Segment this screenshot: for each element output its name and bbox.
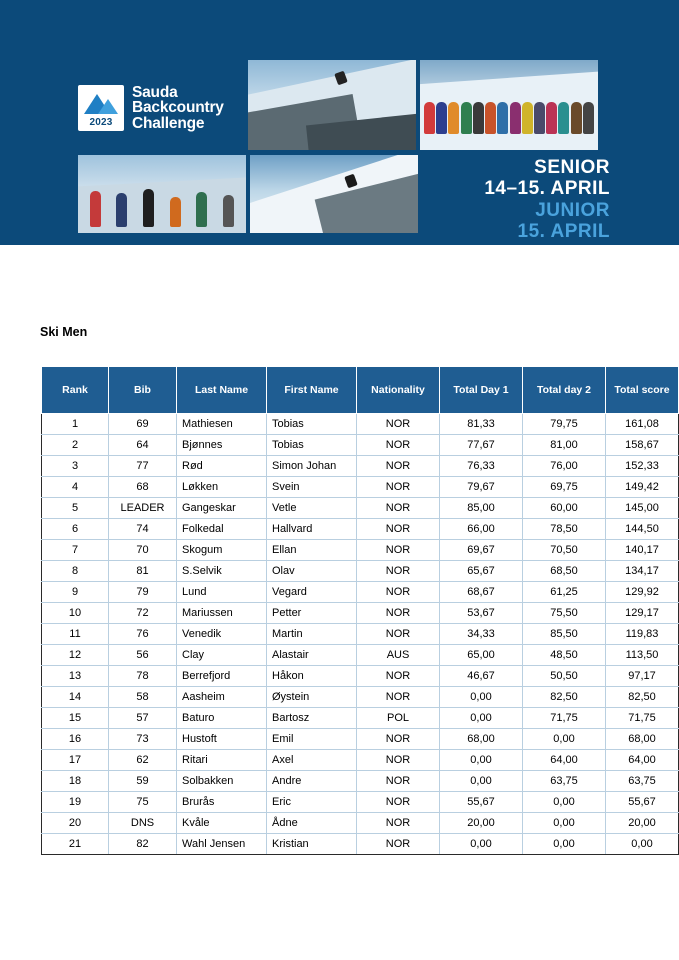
cell-total-score: 158,67: [606, 435, 679, 456]
cell-nationality: NOR: [357, 624, 440, 645]
cell-nationality: POL: [357, 708, 440, 729]
cell-rank: 1: [42, 414, 109, 435]
cell-bib: 76: [109, 624, 177, 645]
cell-total-score: 144,50: [606, 519, 679, 540]
cell-nationality: NOR: [357, 456, 440, 477]
cell-total-day-1: 55,67: [440, 792, 523, 813]
cell-total-score: 20,00: [606, 813, 679, 834]
cell-total-score: 97,17: [606, 666, 679, 687]
column-header-last-name: Last Name: [177, 367, 267, 414]
cell-total-day-1: 66,00: [440, 519, 523, 540]
column-header-nationality: Nationality: [357, 367, 440, 414]
cell-total-day-2: 81,00: [523, 435, 606, 456]
cell-last-name: Bjønnes: [177, 435, 267, 456]
cell-last-name: Mariussen: [177, 603, 267, 624]
cell-total-score: 129,92: [606, 582, 679, 603]
cell-first-name: Ellan: [267, 540, 357, 561]
table-row: [42, 624, 679, 645]
cell-first-name: Eric: [267, 792, 357, 813]
cell-nationality: AUS: [357, 645, 440, 666]
cell-rank: 14: [42, 687, 109, 708]
people-group: [424, 92, 594, 134]
cell-rank: 19: [42, 792, 109, 813]
cell-total-day-2: 79,75: [523, 414, 606, 435]
cell-total-score: 140,17: [606, 540, 679, 561]
cell-rank: 16: [42, 729, 109, 750]
cell-nationality: NOR: [357, 792, 440, 813]
table-row: [42, 582, 679, 603]
logo-line-3: Challenge: [132, 114, 205, 132]
column-header-total-day-2: Total day 2: [523, 367, 606, 414]
cell-first-name: Martin: [267, 624, 357, 645]
cell-total-score: 129,17: [606, 603, 679, 624]
cell-total-score: 113,50: [606, 645, 679, 666]
senior-date: 14–15. APRIL: [484, 177, 610, 199]
cell-first-name: Tobias: [267, 414, 357, 435]
cell-nationality: NOR: [357, 582, 440, 603]
cell-total-score: 63,75: [606, 771, 679, 792]
cell-first-name: Emil: [267, 729, 357, 750]
table-row: [42, 540, 679, 561]
cell-rank: 5: [42, 498, 109, 519]
mountain-icon: [78, 85, 124, 131]
table-row: [42, 750, 679, 771]
cell-rank: 12: [42, 645, 109, 666]
cell-first-name: Håkon: [267, 666, 357, 687]
cell-rank: 10: [42, 603, 109, 624]
cell-total-day-1: 0,00: [440, 687, 523, 708]
table-row: [42, 435, 679, 456]
column-header-rank: Rank: [42, 367, 109, 414]
cell-first-name: Kristian: [267, 834, 357, 855]
table-row: [42, 729, 679, 750]
cell-total-day-1: 0,00: [440, 771, 523, 792]
cell-total-day-1: 76,33: [440, 456, 523, 477]
cell-bib: 70: [109, 540, 177, 561]
cell-total-day-1: 68,67: [440, 582, 523, 603]
logo-line-1: Sauda: [132, 83, 178, 101]
cell-last-name: Ritari: [177, 750, 267, 771]
cell-bib: 57: [109, 708, 177, 729]
cell-total-day-2: 69,75: [523, 477, 606, 498]
table-row: [42, 792, 679, 813]
table-row: [42, 414, 679, 435]
cell-bib: 62: [109, 750, 177, 771]
logo-line-2: Backcountry: [132, 99, 224, 117]
cell-rank: 15: [42, 708, 109, 729]
cell-total-day-2: 0,00: [523, 792, 606, 813]
table-row: [42, 813, 679, 834]
cell-total-day-2: 61,25: [523, 582, 606, 603]
cell-last-name: Lund: [177, 582, 267, 603]
cell-nationality: NOR: [357, 666, 440, 687]
cell-last-name: Clay: [177, 645, 267, 666]
cell-total-score: 161,08: [606, 414, 679, 435]
junior-date: 15. APRIL: [517, 220, 610, 242]
table-row: [42, 519, 679, 540]
cell-last-name: Skogum: [177, 540, 267, 561]
cell-nationality: NOR: [357, 834, 440, 855]
cell-total-day-1: 0,00: [440, 708, 523, 729]
cell-first-name: Simon Johan: [267, 456, 357, 477]
cell-total-day-2: 68,50: [523, 561, 606, 582]
table-row: [42, 666, 679, 687]
cell-total-day-1: 0,00: [440, 750, 523, 771]
cell-bib: 64: [109, 435, 177, 456]
table-row: [42, 834, 679, 855]
cell-total-day-1: 65,67: [440, 561, 523, 582]
cell-total-day-1: 85,00: [440, 498, 523, 519]
cell-total-day-2: 0,00: [523, 813, 606, 834]
cell-total-score: 71,75: [606, 708, 679, 729]
cell-nationality: NOR: [357, 435, 440, 456]
cell-last-name: Kvåle: [177, 813, 267, 834]
cell-total-day-1: 0,00: [440, 834, 523, 855]
cell-total-score: 119,83: [606, 624, 679, 645]
cell-total-score: 145,00: [606, 498, 679, 519]
cell-rank: 13: [42, 666, 109, 687]
cell-nationality: NOR: [357, 414, 440, 435]
cell-total-day-1: 77,67: [440, 435, 523, 456]
cell-last-name: Wahl Jensen: [177, 834, 267, 855]
cell-total-score: 55,67: [606, 792, 679, 813]
cell-bib: 58: [109, 687, 177, 708]
cell-first-name: Øystein: [267, 687, 357, 708]
cell-last-name: S.Selvik: [177, 561, 267, 582]
logo-text: [132, 85, 224, 132]
table-row: [42, 708, 679, 729]
cell-total-day-2: 48,50: [523, 645, 606, 666]
cell-rank: 3: [42, 456, 109, 477]
cell-total-day-1: 68,00: [440, 729, 523, 750]
cell-rank: 4: [42, 477, 109, 498]
cell-total-day-2: 0,00: [523, 834, 606, 855]
cell-total-day-2: 71,75: [523, 708, 606, 729]
page-title: Ski Men: [40, 325, 88, 339]
cell-first-name: Olav: [267, 561, 357, 582]
cell-total-day-2: 63,75: [523, 771, 606, 792]
cell-last-name: Hustoft: [177, 729, 267, 750]
cell-last-name: Brurås: [177, 792, 267, 813]
cell-bib: 73: [109, 729, 177, 750]
cell-nationality: NOR: [357, 477, 440, 498]
cell-nationality: NOR: [357, 729, 440, 750]
table-row: [42, 771, 679, 792]
table-row: [42, 477, 679, 498]
cell-total-day-1: 65,00: [440, 645, 523, 666]
cell-bib: 81: [109, 561, 177, 582]
cell-first-name: Petter: [267, 603, 357, 624]
cell-bib: 78: [109, 666, 177, 687]
cell-first-name: Ådne: [267, 813, 357, 834]
cell-nationality: NOR: [357, 750, 440, 771]
cell-nationality: NOR: [357, 687, 440, 708]
cell-total-day-1: 81,33: [440, 414, 523, 435]
table-row: [42, 456, 679, 477]
cell-bib: 74: [109, 519, 177, 540]
cell-last-name: Løkken: [177, 477, 267, 498]
cell-total-score: 152,33: [606, 456, 679, 477]
table-header-row: [42, 367, 679, 414]
cell-total-day-1: 20,00: [440, 813, 523, 834]
cell-total-score: 82,50: [606, 687, 679, 708]
cell-last-name: Berrefjord: [177, 666, 267, 687]
cell-rank: 18: [42, 771, 109, 792]
cell-nationality: NOR: [357, 540, 440, 561]
cell-total-day-1: 34,33: [440, 624, 523, 645]
cell-last-name: Gangeskar: [177, 498, 267, 519]
cell-total-score: 0,00: [606, 834, 679, 855]
cell-first-name: Vegard: [267, 582, 357, 603]
cell-first-name: Axel: [267, 750, 357, 771]
cell-bib: 68: [109, 477, 177, 498]
cell-last-name: Venedik: [177, 624, 267, 645]
senior-label: SENIOR: [534, 157, 610, 178]
cell-first-name: Vetle: [267, 498, 357, 519]
cell-nationality: NOR: [357, 771, 440, 792]
cell-bib: 59: [109, 771, 177, 792]
table-row: [42, 603, 679, 624]
cell-total-day-2: 82,50: [523, 687, 606, 708]
cell-total-day-1: 79,67: [440, 477, 523, 498]
cell-first-name: Hallvard: [267, 519, 357, 540]
cell-rank: 20: [42, 813, 109, 834]
cell-total-day-2: 75,50: [523, 603, 606, 624]
photo-powder-turn: [250, 155, 418, 233]
cell-rank: 17: [42, 750, 109, 771]
cell-rank: 9: [42, 582, 109, 603]
cell-total-day-1: 53,67: [440, 603, 523, 624]
photo-ski-tourers: [78, 155, 246, 233]
column-header-first-name: First Name: [267, 367, 357, 414]
cell-total-day-1: 46,67: [440, 666, 523, 687]
cell-total-day-2: 60,00: [523, 498, 606, 519]
cell-total-score: 134,17: [606, 561, 679, 582]
cell-bib: LEADER: [109, 498, 177, 519]
cell-total-score: 64,00: [606, 750, 679, 771]
table-row: [42, 561, 679, 582]
cell-bib: 69: [109, 414, 177, 435]
cell-last-name: Baturo: [177, 708, 267, 729]
cell-last-name: Aasheim: [177, 687, 267, 708]
cell-total-score: 68,00: [606, 729, 679, 750]
cell-nationality: NOR: [357, 813, 440, 834]
cell-bib: 79: [109, 582, 177, 603]
cell-rank: 21: [42, 834, 109, 855]
cell-total-day-1: 69,67: [440, 540, 523, 561]
cell-bib: DNS: [109, 813, 177, 834]
cell-first-name: Svein: [267, 477, 357, 498]
results-table: [41, 366, 679, 855]
cell-total-day-2: 76,00: [523, 456, 606, 477]
cell-rank: 11: [42, 624, 109, 645]
event-dates: [420, 158, 610, 242]
cell-total-day-2: 64,00: [523, 750, 606, 771]
event-logo: [78, 78, 248, 138]
table-row: [42, 687, 679, 708]
cell-last-name: Rød: [177, 456, 267, 477]
cell-bib: 77: [109, 456, 177, 477]
cell-bib: 72: [109, 603, 177, 624]
cell-total-day-2: 0,00: [523, 729, 606, 750]
cell-first-name: Tobias: [267, 435, 357, 456]
junior-label: JUNIOR: [535, 200, 610, 222]
cell-nationality: NOR: [357, 603, 440, 624]
cell-total-day-2: 78,50: [523, 519, 606, 540]
cell-nationality: NOR: [357, 498, 440, 519]
cell-total-day-2: 85,50: [523, 624, 606, 645]
cell-rank: 7: [42, 540, 109, 561]
cell-last-name: Mathiesen: [177, 414, 267, 435]
cell-rank: 8: [42, 561, 109, 582]
results-table-wrapper: [41, 366, 670, 855]
cell-total-day-2: 70,50: [523, 540, 606, 561]
column-header-total-day-1: Total Day 1: [440, 367, 523, 414]
column-header-total-score: Total score: [606, 367, 679, 414]
photo-group: [420, 60, 598, 150]
table-row: [42, 645, 679, 666]
table-body: [42, 414, 679, 855]
cell-total-day-2: 50,50: [523, 666, 606, 687]
column-header-bib: Bib: [109, 367, 177, 414]
header-banner: [0, 0, 679, 245]
cell-nationality: NOR: [357, 519, 440, 540]
cell-last-name: Folkedal: [177, 519, 267, 540]
logo-year: 2023: [89, 117, 113, 128]
cell-first-name: Andre: [267, 771, 357, 792]
cell-last-name: Solbakken: [177, 771, 267, 792]
cell-first-name: Alastair: [267, 645, 357, 666]
cell-rank: 2: [42, 435, 109, 456]
cell-bib: 56: [109, 645, 177, 666]
cell-total-score: 149,42: [606, 477, 679, 498]
cell-first-name: Bartosz: [267, 708, 357, 729]
cell-bib: 82: [109, 834, 177, 855]
cell-rank: 6: [42, 519, 109, 540]
cell-bib: 75: [109, 792, 177, 813]
table-row: [42, 498, 679, 519]
cell-nationality: NOR: [357, 561, 440, 582]
photo-skier-jump: [248, 60, 416, 150]
